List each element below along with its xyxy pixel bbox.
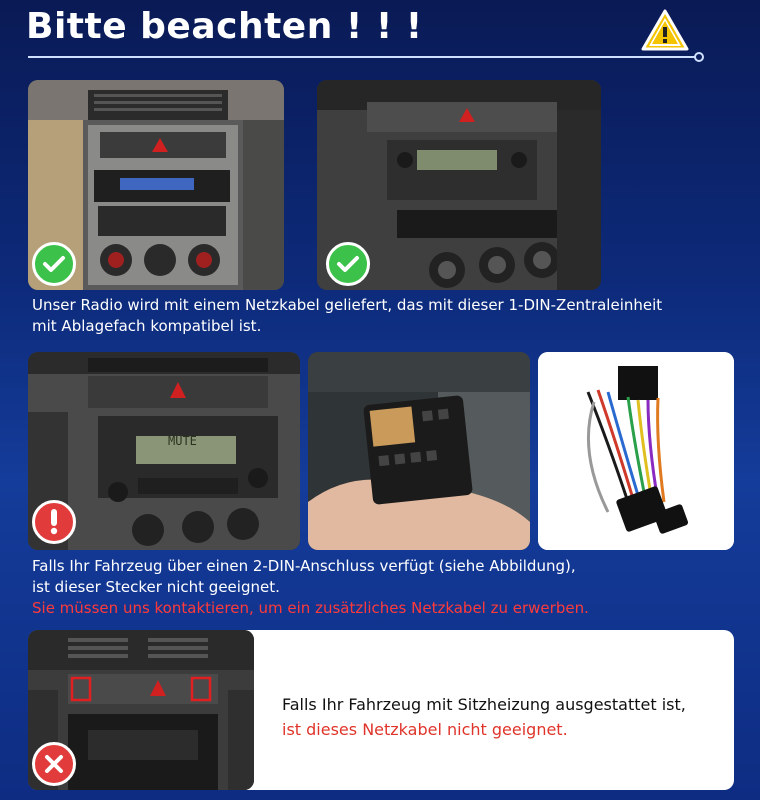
incompatible-badge: [32, 742, 76, 786]
title-underline-dot: [694, 52, 704, 62]
photo-connector-in-hand: [308, 352, 530, 550]
section2-caption-warning: Sie müssen uns kontaktieren, um ein zusätzliches Netzkabel zu erwerben.: [32, 599, 589, 617]
radio-display-text: MUTE: [168, 434, 197, 448]
warning-triangle-icon: [640, 8, 690, 52]
title-underline: [28, 56, 696, 58]
section2-caption-line2: ist dieser Stecker nicht geeignet.: [32, 578, 280, 596]
section3-text-warning: ist dieses Netzkabel nicht geeignet.: [282, 720, 568, 739]
warning-badge: [32, 500, 76, 544]
check-icon: [336, 254, 360, 274]
section3-text: [282, 692, 732, 742]
page-title: Bitte beachten ! ! !: [26, 6, 423, 47]
section2-caption: [32, 556, 732, 619]
section3-text-line1: Falls Ihr Fahrzeug mit Sitzheizung ausgestattet ist,: [282, 695, 686, 714]
section1-caption: [32, 295, 732, 337]
check-icon: [42, 254, 66, 274]
section2-caption-line1: Falls Ihr Fahrzeug über einen 2-DIN-Anschluss verfügt (siehe Abbildung),: [32, 557, 576, 575]
exclamation-icon: [49, 509, 59, 535]
compatible-badge-1: [32, 242, 76, 286]
photo-wiring-harness: [538, 352, 734, 550]
section1-caption-line2: mit Ablagefach kompatibel ist.: [32, 317, 262, 335]
cross-icon: [44, 754, 64, 774]
section1-caption-line1: Unser Radio wird mit einem Netzkabel geliefert, das mit dieser 1-DIN-Zentraleinheit: [32, 296, 663, 314]
compatible-badge-2: [326, 242, 370, 286]
